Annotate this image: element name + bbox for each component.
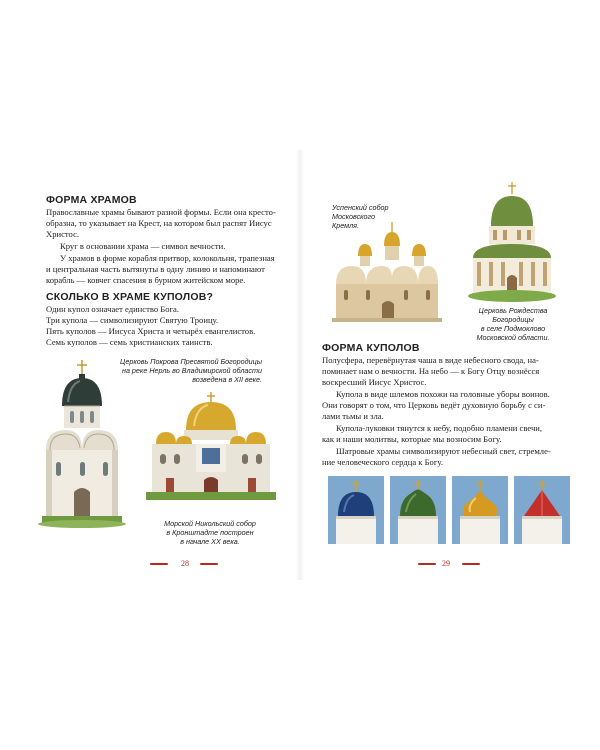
caption-line: Московского <box>332 212 376 221</box>
caption-rozhdestvo <box>458 306 568 342</box>
text-line: Купола-луковки тянутся к небу, подобно пламени свечи, <box>336 423 543 433</box>
dome-tile-helmet <box>390 476 446 544</box>
text-line: У храмов в форме корабля притвор, колокольня, трапезная <box>60 253 275 263</box>
caption-line: Кремля. <box>332 221 359 230</box>
text-line: и центральная часть вытянуты в одну линию и напоминают <box>46 264 265 274</box>
text-line: поминает нам о вечности. На небо — к Богу Отцу вознёсся <box>322 366 540 376</box>
cathedral-kronstadt-illustration <box>146 392 276 502</box>
caption-line: Церковь Рождества Богородицы <box>478 306 548 324</box>
caption-line: Успенский собор <box>332 203 389 212</box>
right-page <box>300 0 600 750</box>
church-rozhdestvo-illustration <box>467 180 557 310</box>
page-number: 29 <box>442 559 450 568</box>
text-line: Они говорят о том, что Церковь ведёт духовную борьбу с си- <box>322 400 546 410</box>
page-ornament-left <box>418 563 436 565</box>
text-line: воскресший Иисус Христос. <box>322 377 427 387</box>
cathedral-uspensky-illustration <box>332 222 442 322</box>
text-line: Христос. <box>46 229 80 239</box>
caption-pokrov <box>112 357 262 384</box>
page-ornament-right <box>200 563 218 565</box>
caption-nikolsky <box>150 519 270 546</box>
text-line: Купола в виде шлемов похожи на головные уборы воинов. <box>336 389 550 399</box>
caption-line: на реке Нерль во Владимирской области <box>121 366 262 375</box>
text-line: ние человеческого сердца к Богу. <box>322 457 443 467</box>
dome-tile-tent <box>514 476 570 544</box>
caption-line: в начале XX века. <box>180 537 240 546</box>
page-ornament-right <box>462 563 480 565</box>
text-line: как и наши молитвы, которые мы возносим Богу. <box>322 434 502 444</box>
dome-tile-onion <box>452 476 508 544</box>
text-line: Семь куполов — семь христианских таинств. <box>46 337 213 347</box>
caption-line: Московской области. <box>476 333 550 342</box>
section-title-forma-kupolov: ФОРМА КУПОЛОВ <box>322 342 420 354</box>
text-line: Три купола — символизируют Святую Троицу. <box>46 315 219 325</box>
caption-line: в Кронштадте построен <box>166 528 254 537</box>
text-line: образна, то указывает на Крест, на котором был распят Иисус <box>46 218 272 228</box>
section-title-forma-hramov: ФОРМА ХРАМОВ <box>46 194 137 206</box>
text-line: Круг в основании храма — символ вечности. <box>60 241 226 251</box>
church-pokrov-illustration <box>40 358 120 528</box>
caption-line: Церковь Покрова Пресвятой Богородицы <box>119 357 262 366</box>
text-line: Пять куполов — Иисуса Христа и четырёх евангелистов. <box>46 326 256 336</box>
text-line: корабль — ковчег спасения в бурном житейском море. <box>46 275 246 285</box>
text-line: Шатровые храмы символизируют небесный свет, стремле- <box>336 446 551 456</box>
text-line: Полусфера, перевёрнутая чаша в виде небесного свода, на- <box>322 355 539 365</box>
text-line: Православные храмы бывают разной формы. Если она кресто- <box>46 207 276 217</box>
text-line: Один купол означает единство Бога. <box>46 304 180 314</box>
caption-line: в селе Подмоклово <box>480 324 546 333</box>
caption-line: Морской Никольский собор <box>164 519 256 528</box>
caption-line: возведена в XII веке. <box>192 375 262 384</box>
dome-tile-hemisphere <box>328 476 384 544</box>
section-title-skolko-kupolov: СКОЛЬКО В ХРАМЕ КУПОЛОВ? <box>46 291 214 303</box>
text-line: лами тьмы и зла. <box>322 411 384 421</box>
page-number: 28 <box>181 559 189 568</box>
page-ornament-left <box>150 563 168 565</box>
